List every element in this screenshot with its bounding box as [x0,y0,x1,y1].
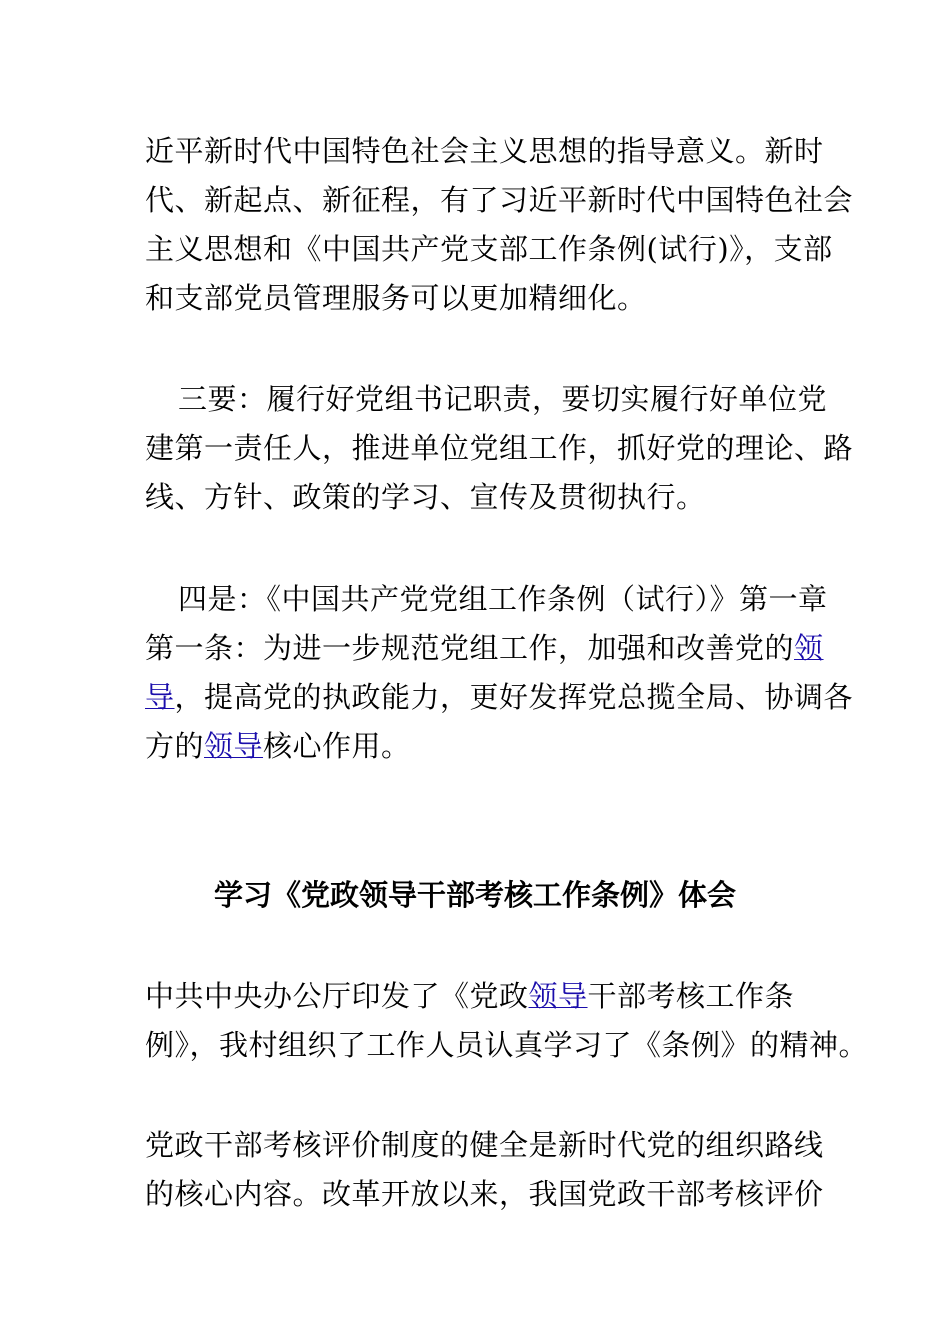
paragraph-4-line-2: 例》，我村组织了工作人员认真学习了《条例》的精神。 [145,1028,869,1062]
paragraph-4-line-1-post: 干部考核工作条 [587,979,795,1013]
paragraph-3-line-4-pre: 方的 [145,729,205,763]
leadership-link-2[interactable]: 领导 [204,729,264,763]
paragraph-3-line-2-text: 第一条：为进一步规范党组工作，加强和改善党的 [145,631,795,665]
paragraph-1-line-2: 代、新起点、新征程，有了习近平新时代中国特色社会 [145,183,854,217]
paragraph-5-line-2: 的核心内容。改革开放以来，我国党政干部考核评价 [145,1177,824,1211]
paragraph-3-line-4-post: 核心作用。 [263,729,411,763]
leadership-link-1a[interactable]: 领 [794,631,824,665]
paragraph-1-line-4: 和支部党员管理服务可以更加精细化。 [145,281,647,315]
paragraph-3-line-4 [145,727,411,765]
paragraph-1-line-1: 近平新时代中国特色社会主义思想的指导意义。新时 [145,134,824,168]
paragraph-2-line-1: 三要：履行好党组书记职责，要切实履行好单位党 [178,382,828,416]
leadership-link-3[interactable]: 领导 [528,979,588,1013]
paragraph-3-line-3-text: ，提高党的执政能力，更好发挥党总揽全局、协调各 [174,680,854,714]
paragraph-2-line-2: 建第一责任人，推进单位党组工作，抓好党的理论、路 [145,431,854,465]
paragraph-4-line-1-pre: 中共中央办公厅印发了《党政 [145,979,529,1013]
paragraph-3-line-1: 四是：《中国共产党党组工作条例（试行）》第一章 [178,582,828,616]
paragraph-3-line-2 [145,629,824,667]
paragraph-4-line-1 [145,977,794,1015]
paragraph-1-line-3: 主义思想和《中国共产党支部工作条例(试行)》，支部 [145,232,833,266]
section-heading: 学习《党政领导干部考核工作条例》体会 [213,878,736,912]
paragraph-3-line-3 [145,678,853,716]
paragraph-5-line-1: 党政干部考核评价制度的健全是新时代党的组织路线 [145,1128,824,1162]
leadership-link-1b[interactable]: 导 [145,680,175,714]
paragraph-2-line-3: 线、方针、政策的学习、宣传及贯彻执行。 [145,480,706,514]
